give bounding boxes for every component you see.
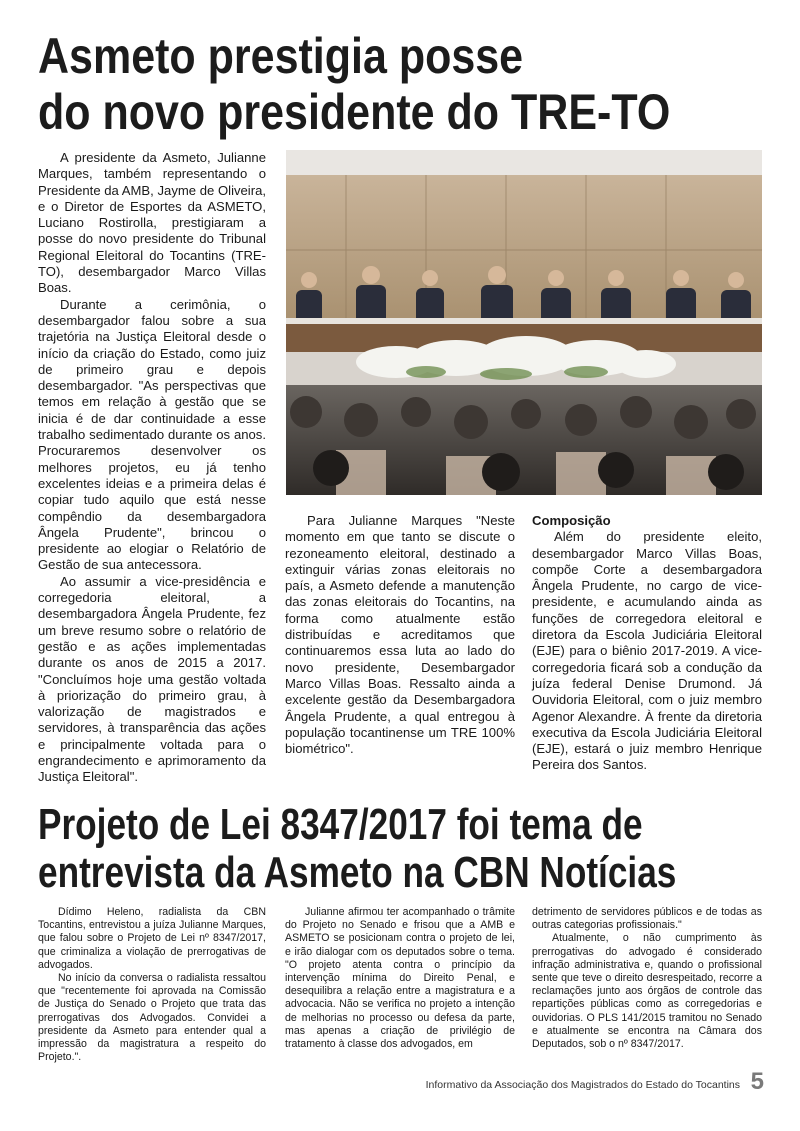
paragraph: Durante a cerimônia, o desembargador falou sobre a sua trajetória na Justiça Eleitoral desde o início da criação do Estado, como juiz de primeiro grau e depois desembargador. "As perspectivas que temos em relação à gestão que se inicia é de dar continuidade a esse trabalho sedimentado durante os anos. Procuraremos desenvolver os melhores projetos, eu já tenho excelentes ideias e a primeira delas é copiar tudo aquilo que está nesse compêndio da desembargadora Ângela Prudente", brincou o presidente ao elogiar o Relatório de Gestão de sua antecessora. [38, 296, 266, 573]
section-subheading: Composição [532, 513, 611, 528]
article1-column-3 [532, 513, 762, 774]
paragraph: Além do presidente eleito, desembargador Marco Villas Boas, compõe Corte a desembargadora Ângela Prudente, no cargo de vice-presidente, e acumulando ainda as funções de corregedora eleitoral e diretora da Escola Judiciária Eleitoral (EJE) para o biênio 2017-2019. A vice-corregedoria ficará sob a condução da juíza federal Denise Drumond. Já Ouvidoria Eleitoral, com o juiz membro Agenor Alexandre. À frente da diretoria executiva da Escola Judiciária Eleitoral (EJE), estará o juiz membro Henrique Pereira dos Santos. [532, 529, 762, 773]
article1-column-1 [38, 150, 266, 786]
article1-column-2 [285, 513, 515, 757]
article2-headline-line2: entrevista da Asmeto na CBN Notícias [38, 848, 677, 897]
paragraph: A presidente da Asmeto, Julianne Marques, também representando o Presidente da AMB, Jayme de Oliveira, e o Diretor de Esportes da ASMETO, Luciano Rostirolla, prestigiaram a posse do novo presidente do Tribunal Regional Eleitoral do Tocantins (TRE-TO), desembargador Marco Villas Boas. [38, 150, 266, 296]
article2-column-1 [38, 906, 266, 1064]
page-number: 5 [750, 1068, 764, 1095]
article1-headline-line1: Asmeto prestigia posse [38, 28, 524, 84]
paragraph-continuation: detrimento de servidores públicos e de todas as outras categorias profissionais." [532, 906, 762, 932]
ceremony-photo [286, 150, 762, 495]
paragraph: Ao assumir a vice-presidência e corregedoria eleitoral, a desembargadora Ângela Prudente, fez um breve resumo sobre o relatório de gestão e as ações implementadas durante os anos de 2015 a 2017. "Concluímos hoje uma gestão voltada à priorização do primeiro grau, à valorização de magistrados e servidores, à transparência das ações e principalmente voltada para o engrandecimento e aprimoramento da Justiça Eleitoral". [38, 573, 266, 785]
article2-headline-line1: Projeto de Lei 8347/2017 foi tema de [38, 800, 643, 849]
footer-publication-name: Informativo da Associação dos Magistrados do Estado do Tocantins [425, 1079, 740, 1091]
article1-headline-line2: do novo presidente do TRE-TO [38, 84, 671, 140]
paragraph: No início da conversa o radialista ressaltou que "recentemente foi aprovada na Comissão de Justiça do Senado o Projeto que trata das prerrogativas dos Advogados. Convidei a presidente da Asmeto para entender qual a impressão da magistratura a respeito do Projeto.". [38, 972, 266, 1064]
paragraph: Atualmente, o não cumprimento às prerrogativas do advogado é considerado infração administrativa e, quando o profissional sente que teve o direito desrespeitado, recorre a reclamações junto aos órgãos de controle das repartições públicas como as corregedorias e ouvidorias. O PLS 141/2015 tramitou no Senado e atualmente se encontra na Câmara dos Deputados, sob o nº 8347/2017. [532, 932, 762, 1051]
paragraph: Julianne afirmou ter acompanhado o trâmite do Projeto no Senado e frisou que a AMB e ASMETO se posicionam contra o projeto de lei, e irão dialogar com os deputados sobre o tema. "O projeto atenta contra o princípio da intervenção mínima do Direito Penal, e desequilibra a relação entre a magistratura e a advocacia. Não se verifica no projeto a intenção de melhorias no processo ou defesa da parte, mas apenas a criação de privilégio de tratamento à classe dos advogados, em [285, 906, 515, 1051]
article2-column-2 [285, 906, 515, 1051]
paragraph: Para Julianne Marques "Neste momento em que tanto se discute o rezoneamento eleitoral, destinado a extinguir várias zonas eleitorais no país, a Asmeto defende a manutenção das zonas eleitorais do Tocantins, na forma como atualmente estão distribuídas e acreditamos que continuaremos essa luta ao lado do novo presidente, Desembargador Marco Villas Boas. Ressalto ainda a excelente gestão da Desembargadora Ângela Prudente, a qual entregou à população tocantinense um TRE 100% biométrico". [285, 513, 515, 757]
paragraph: Dídimo Heleno, radialista da CBN Tocantins, entrevistou a juíza Julianne Marques, que falou sobre o Projeto de Lei nº 8347/2017, que criminaliza a violação de prerrogativas de advogados. [38, 906, 266, 971]
article2-column-3 [532, 906, 762, 1051]
